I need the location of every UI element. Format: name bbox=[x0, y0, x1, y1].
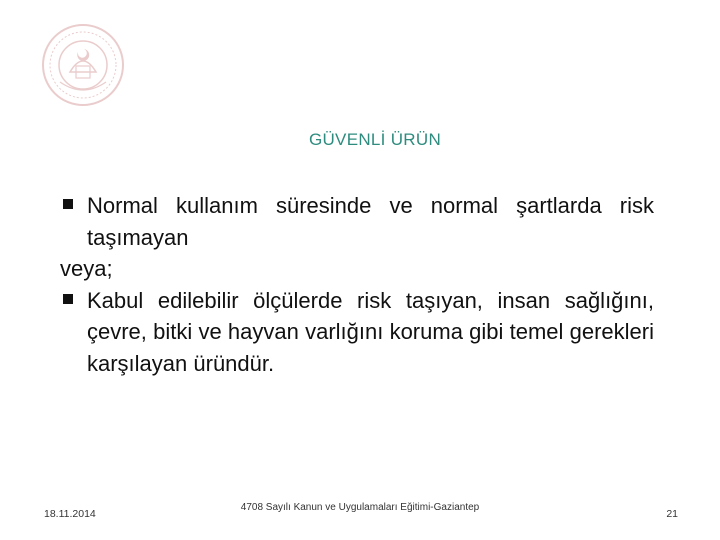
page-number: 21 bbox=[666, 508, 678, 520]
bullet-text-1: Normal kullanım süresinde ve normal şartlarda risk taşımayan bbox=[87, 193, 654, 250]
slide-title: GÜVENLİ ÜRÜN bbox=[308, 130, 442, 149]
bullet-item-1 bbox=[60, 190, 654, 253]
footer-center-text: 4708 Sayılı Kanun ve Uygulamaları Eğitimi-Gaziantep bbox=[240, 502, 480, 513]
ministry-seal-icon bbox=[40, 22, 126, 108]
bullet-text-2: Kabul edilebilir ölçülerde risk taşıyan, insan sağlığını, çevre, bitki ve hayvan varlığını koruma gibi temel gerekleri karşılayan üründür. bbox=[87, 287, 654, 376]
square-bullet-icon bbox=[63, 199, 73, 209]
slide-body bbox=[60, 190, 654, 379]
footer-date: 18.11.2014 bbox=[44, 508, 96, 520]
square-bullet-icon bbox=[63, 294, 73, 304]
bullet-item-2 bbox=[60, 285, 654, 380]
connector-text: veya; bbox=[60, 256, 113, 281]
